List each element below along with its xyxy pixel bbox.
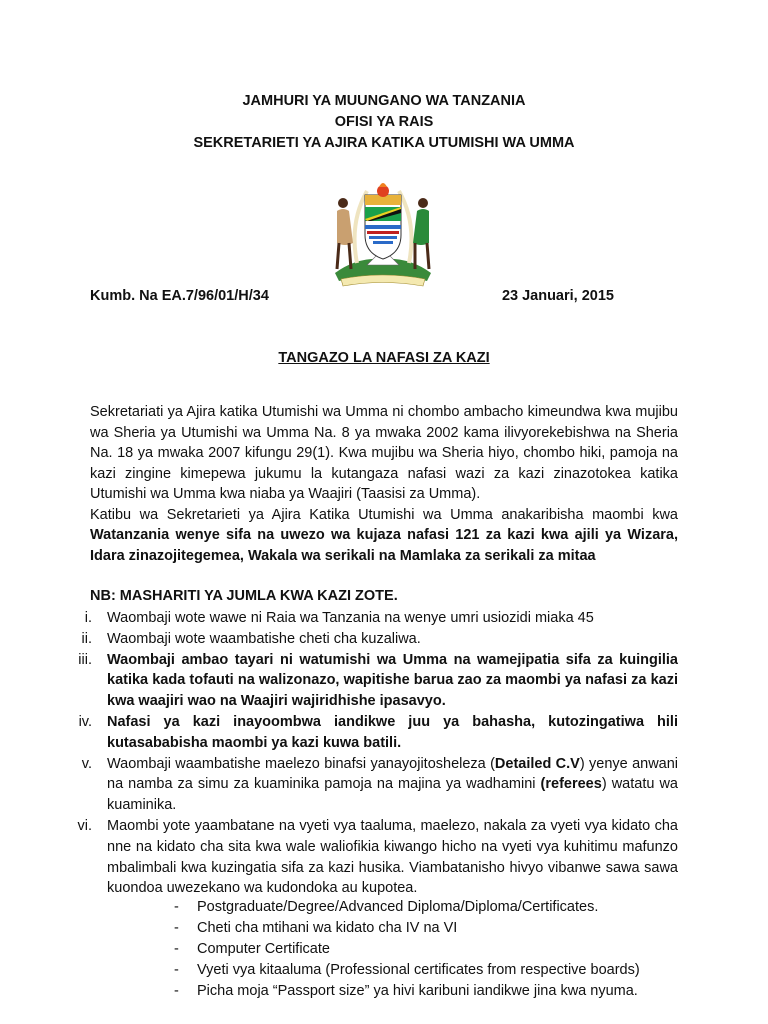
item-text-part: ) watatu wa kuaminika. — [107, 776, 678, 814]
letterhead-country: JAMHURI YA MUUNGANO WA TANZANIA — [242, 93, 526, 109]
item-text: Nafasi ya kazi inayoombwa iandikwe juu ya bahasha, kutozingatiwa hili kutasababisha maombi ya kazi kuwa batili. — [107, 713, 678, 751]
item-text-part: ) yenye anwani na namba za simu za kuaminika pamoja na majina ya wadhamini — [107, 755, 679, 793]
item-text-part: Waombaji waambatishe maelezo binafsi yanayojitosheleza ( — [107, 755, 495, 772]
list-item — [50, 629, 678, 650]
conditions-heading: NB: MASHARITI YA JUMLA KWA KAZI ZOTE. — [90, 588, 398, 604]
item-number: i. — [84, 610, 92, 626]
dash-bullet: - — [174, 920, 179, 936]
attachment-text: Cheti cha mtihani wa kidato cha IV na VI — [197, 920, 458, 936]
item-number: vi. — [77, 817, 92, 834]
attachment-text: Computer Certificate — [197, 941, 330, 957]
item-bold-part: (referees — [540, 776, 602, 793]
reference-number: Kumb. Na EA.7/96/01/H/34 — [90, 288, 269, 304]
intro-paragraph: Sekretariati ya Ajira katika Utumishi wa Umma ni chombo ambacho kimeundwa kwa mujibu wa Sheria ya Utumishi wa Umma Na. 8 ya mwaka 2002 kama ilivyorekebishwa na Sheria Na. 18 ya mwaka 2007 kifungu 29(1). Kwa mujibu wa Sheria hiyo, chombo hiki, pamoja na kazi zingine kimepewa jukumu la kutangaza nafasi wazi za kazi zinazotokea katika Utumishi wa Umma kwa niaba ya Waajiri (Taasisi za Umma). — [90, 404, 678, 502]
list-item — [50, 608, 678, 629]
letterhead — [0, 91, 768, 154]
item-text: Waombaji wote waambatishe cheti cha kuzaliwa. — [107, 630, 421, 647]
conditions-list — [50, 608, 678, 899]
item-bold-part: Detailed C.V — [494, 755, 580, 772]
intro-section — [90, 402, 678, 566]
item-number: v. — [81, 755, 92, 772]
letter-date: 23 Januari, 2015 — [501, 288, 614, 304]
attachment-text: Picha moja “Passport size” ya hivi karibuni iandikwe jina kwa nyuma. — [197, 983, 638, 999]
invitation-bold-text: Watanzania wenye sifa na uwezo wa kujaza nafasi 121 za kazi kwa ajili ya Wizara, Idara zinazojitegemea, Wakala wa serikali na Mamlaka za serikali za mitaa — [90, 527, 678, 564]
coat-of-arms-emblem — [327, 173, 439, 289]
list-item — [50, 816, 678, 899]
list-item — [50, 754, 678, 816]
item-text: Waombaji ambao tayari ni watumishi wa Umma na wamejipatia sifa za kuingilia katika kada tofauti na walizonazo, wapitishe barua zao za maombi ya nafasi za kazi kwa waajiri wao na Waajiri wajiridhishe ipasavyo. — [107, 651, 678, 710]
item-number: iii. — [78, 651, 92, 668]
list-item — [50, 712, 678, 754]
list-item — [50, 650, 678, 712]
item-text: Maombi yote yaambatane na vyeti vya taaluma, maelezo, nakala za vyeti vya kidato cha nne na kidato cha sita kwa wale waliofikia kiwango hicho na vyeti vya kuhitimu mafunzo mbalimbali kwa kuzingatia sifa za kazi husika. Viambatanisho hivyo vibanwe sawa sawa kuondoa uwezekano wa kudondoka au kupotea. — [107, 817, 678, 897]
attachment-text: Postgraduate/Degree/Advanced Diploma/Diploma/Certificates. — [197, 899, 599, 915]
dash-bullet: - — [174, 941, 179, 957]
invitation-text: Katibu wa Sekretarieti ya Ajira Katika Utumishi wa Umma anakaribisha maombi kwa — [90, 506, 678, 523]
dash-bullet: - — [174, 899, 179, 915]
letterhead-office: OFISI YA RAIS — [334, 114, 434, 130]
item-number: iv. — [78, 713, 92, 730]
letterhead-secretariat: SEKRETARIETI YA AJIRA KATIKA UTUMISHI WA UMMA — [193, 135, 575, 151]
item-number: ii. — [81, 630, 92, 647]
document-title: TANGAZO LA NAFASI ZA KAZI — [278, 350, 490, 366]
attachment-item — [174, 981, 674, 1002]
dash-bullet: - — [174, 983, 179, 999]
dash-bullet: - — [174, 962, 179, 978]
attachment-text: Vyeti vya kitaaluma (Professional certificates from respective boards) — [197, 962, 640, 978]
invitation-paragraph — [90, 505, 678, 567]
attachments-list — [174, 897, 674, 1002]
attachment-item — [174, 939, 674, 960]
attachment-item — [174, 960, 674, 981]
item-text: Waombaji wote wawe ni Raia wa Tanzania na wenye umri usiozidi miaka 45 — [107, 610, 594, 626]
attachment-item — [174, 918, 674, 939]
attachment-item — [174, 897, 674, 918]
